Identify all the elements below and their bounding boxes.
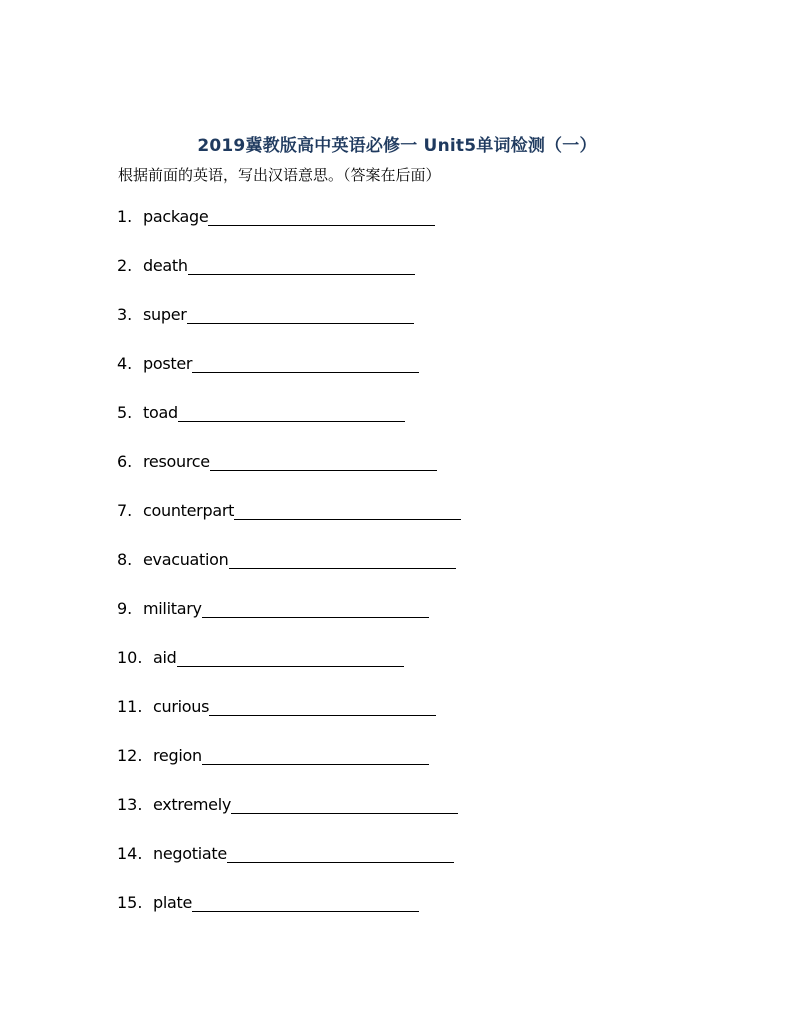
item-number: 8.: [117, 550, 133, 569]
item-word: counterpart: [143, 501, 235, 520]
vocabulary-list: [117, 206, 461, 941]
list-item: [117, 353, 461, 402]
list-item: [117, 549, 461, 598]
instruction-text: 根据前面的英语，写出汉语意思。（答案在后面）: [118, 166, 441, 184]
answer-blank[interactable]: [231, 794, 458, 814]
item-number: 6.: [117, 452, 133, 471]
item-word: resource: [143, 452, 210, 471]
answer-blank[interactable]: [227, 843, 454, 863]
item-number: 11.: [117, 697, 143, 716]
answer-blank[interactable]: [177, 647, 404, 667]
list-item: [117, 451, 461, 500]
item-word: plate: [153, 893, 193, 912]
answer-blank[interactable]: [192, 353, 419, 373]
item-number: 9.: [117, 599, 133, 618]
list-item: [117, 206, 461, 255]
item-word: military: [143, 599, 202, 618]
list-item: [117, 843, 461, 892]
answer-blank[interactable]: [192, 892, 419, 912]
answer-blank[interactable]: [229, 549, 456, 569]
item-number: 3.: [117, 305, 133, 324]
item-number: 10.: [117, 648, 143, 667]
item-number: 13.: [117, 795, 143, 814]
item-word: curious: [153, 697, 210, 716]
item-number: 7.: [117, 501, 133, 520]
answer-blank[interactable]: [178, 402, 405, 422]
list-item: [117, 696, 461, 745]
list-item: [117, 500, 461, 549]
list-item: [117, 598, 461, 647]
answer-blank[interactable]: [210, 451, 437, 471]
list-item: [117, 647, 461, 696]
item-word: negotiate: [153, 844, 227, 863]
item-word: region: [153, 746, 202, 765]
answer-blank[interactable]: [209, 696, 436, 716]
list-item: [117, 255, 461, 304]
list-item: [117, 794, 461, 843]
item-word: extremely: [153, 795, 232, 814]
list-item: [117, 402, 461, 451]
item-number: 12.: [117, 746, 143, 765]
item-number: 1.: [117, 207, 133, 226]
item-number: 5.: [117, 403, 133, 422]
answer-blank[interactable]: [202, 598, 429, 618]
item-number: 4.: [117, 354, 133, 373]
item-number: 2.: [117, 256, 133, 275]
answer-blank[interactable]: [208, 206, 435, 226]
item-word: death: [143, 256, 188, 275]
item-word: package: [143, 207, 209, 226]
page-title: 2019冀教版高中英语必修一 Unit5单词检测（一）: [197, 136, 597, 156]
answer-blank[interactable]: [187, 304, 414, 324]
item-word: super: [143, 305, 187, 324]
answer-blank[interactable]: [234, 500, 461, 520]
item-word: poster: [143, 354, 193, 373]
item-word: evacuation: [143, 550, 229, 569]
list-item: [117, 892, 461, 941]
item-number: 14.: [117, 844, 143, 863]
item-word: toad: [143, 403, 178, 422]
answer-blank[interactable]: [202, 745, 429, 765]
item-number: 15.: [117, 893, 143, 912]
item-word: aid: [153, 648, 177, 667]
answer-blank[interactable]: [188, 255, 415, 275]
list-item: [117, 745, 461, 794]
list-item: [117, 304, 461, 353]
